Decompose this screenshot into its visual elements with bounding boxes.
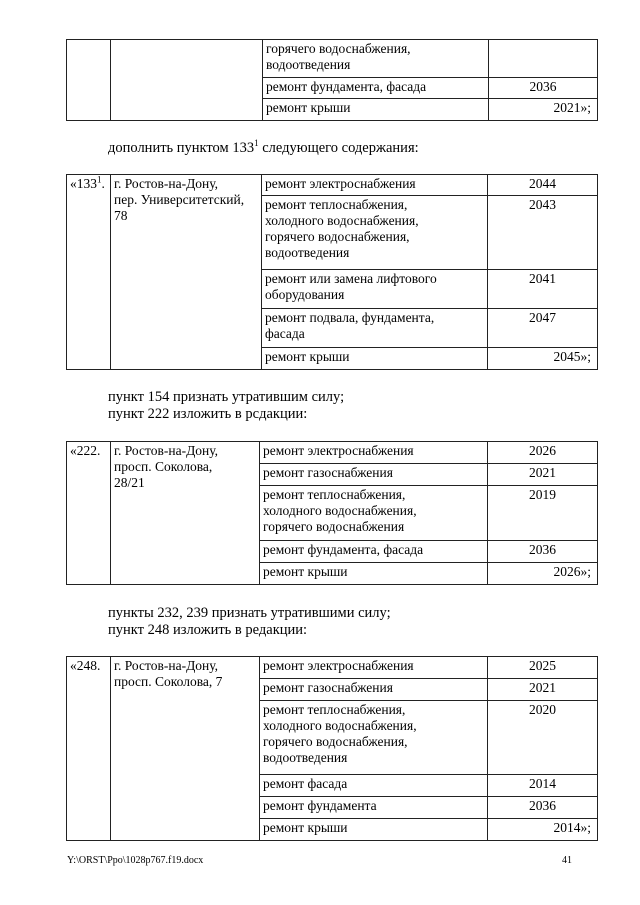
paragraph-line: пункт 248 изложить в редакции:	[108, 622, 308, 638]
work-cell: ремонт теплоснабжения, холодного водоснабжения, горячего водоснабжения, водоотведения	[260, 701, 488, 775]
year-cell	[489, 40, 598, 78]
item-number: «222.	[67, 442, 111, 585]
address-cell	[111, 40, 263, 121]
work-cell: ремонт фасада	[260, 775, 488, 797]
item-number-text: «133	[70, 176, 97, 191]
number-cell	[67, 40, 111, 121]
year-cell: 2041	[488, 270, 598, 309]
item-number	[67, 175, 111, 370]
year-cell: 2036	[488, 541, 598, 563]
work-cell: ремонт фундамента, фасада	[263, 78, 489, 99]
year-cell: 2019	[488, 486, 598, 541]
table-row	[67, 657, 598, 679]
year-cell: 2021	[488, 679, 598, 701]
paragraph-add-133-1	[108, 140, 419, 157]
work-cell: ремонт электроснабжения	[260, 657, 488, 679]
work-cell: ремонт фундамента, фасада	[260, 541, 488, 563]
year-cell: 2036	[489, 78, 598, 99]
footer-file-path: Y:\ORST\Ppo\1028p767.f19.docx	[67, 855, 204, 866]
item-number-end: .	[101, 176, 105, 191]
work-cell: ремонт крыши	[260, 819, 488, 841]
text-after: следующего содержания:	[258, 140, 419, 156]
address-cell: г. Ростов-на-Дону, пер. Университетский, 78	[111, 175, 262, 370]
work-cell: ремонт или замена лифтового оборудования	[262, 270, 488, 309]
paragraph-line: пункт 154 признать утратившим силу;	[108, 389, 345, 405]
year-cell: 2047	[488, 309, 598, 348]
paragraph-line: пункты 232, 239 признать утратившими силу;	[108, 605, 391, 621]
year-cell: 2021	[488, 464, 598, 486]
year-cell: 2025	[488, 657, 598, 679]
table-item-248	[66, 656, 598, 841]
paragraph-154-222	[108, 389, 344, 423]
paragraph-line: пункт 222 изложить в рсдакции:	[108, 406, 308, 422]
work-cell: ремонт теплоснабжения, холодного водоснабжения, горячего водоснабжения, водоотведения	[262, 196, 488, 270]
table-row	[67, 175, 598, 196]
table-item-222	[66, 441, 598, 585]
year-cell: 2014	[488, 775, 598, 797]
superscript: 1	[254, 138, 259, 149]
work-cell: ремонт электроснабжения	[262, 175, 488, 196]
work-cell: ремонт фундамента	[260, 797, 488, 819]
year-cell: 2043	[488, 196, 598, 270]
year-cell: 2044	[488, 175, 598, 196]
work-cell: ремонт газоснабжения	[260, 679, 488, 701]
year-cell: 2014»;	[488, 819, 598, 841]
footer-page-number: 41	[562, 855, 572, 866]
work-cell: ремонт крыши	[260, 563, 488, 585]
year-cell: 2026	[488, 442, 598, 464]
work-cell: ремонт газоснабжения	[260, 464, 488, 486]
year-cell: 2021»;	[489, 99, 598, 121]
year-cell: 2026»;	[488, 563, 598, 585]
work-cell: ремонт крыши	[262, 348, 488, 370]
paragraph-232-239-248	[108, 605, 391, 639]
year-cell: 2020	[488, 701, 598, 775]
address-cell: г. Ростов-на-Дону, просп. Соколова, 28/21	[111, 442, 260, 585]
address-cell: г. Ростов-на-Дону, просп. Соколова, 7	[111, 657, 260, 841]
work-cell: ремонт электроснабжения	[260, 442, 488, 464]
table-row	[67, 40, 598, 78]
table-continuation	[66, 39, 598, 121]
work-cell: ремонт теплоснабжения, холодного водоснабжения, горячего водоснабжения	[260, 486, 488, 541]
text-before: дополнить пунктом 133	[108, 140, 255, 156]
table-row	[67, 442, 598, 464]
year-cell: 2045»;	[488, 348, 598, 370]
table-item-133-1	[66, 174, 598, 370]
work-cell: горячего водоснабжения, водоотведения	[263, 40, 489, 78]
work-cell: ремонт подвала, фундамента, фасада	[262, 309, 488, 348]
item-number-superscript: 1	[97, 174, 102, 185]
year-cell: 2036	[488, 797, 598, 819]
item-number: «248.	[67, 657, 111, 841]
work-cell: ремонт крыши	[263, 99, 489, 121]
